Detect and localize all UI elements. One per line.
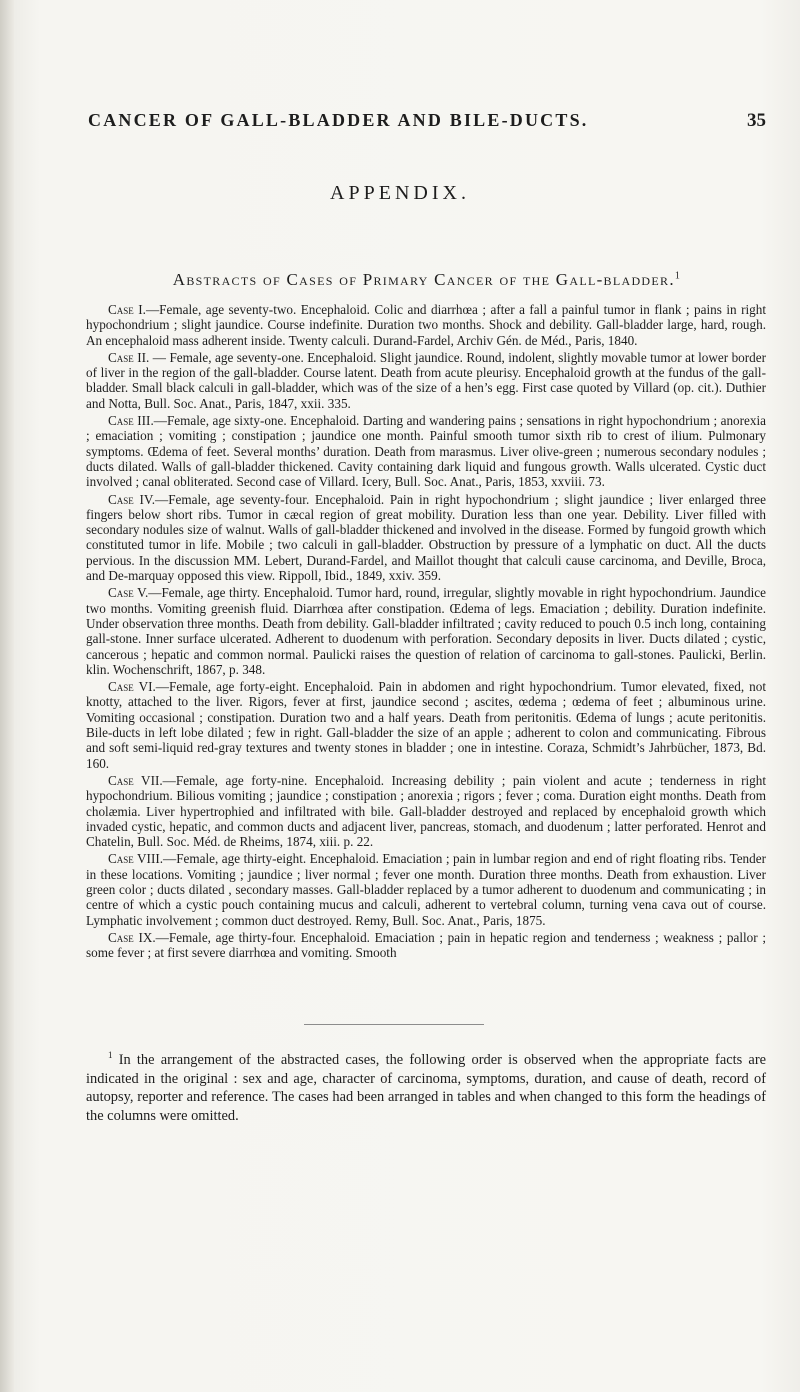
case-label: Case II.	[108, 349, 150, 365]
case-entry	[86, 851, 766, 927]
case-text: —Female, age forty-eight. Encephaloid. Pain in abdomen and right hypochondrium. Tumor elevated, fixed, not knotty, attached to the liver. Rigors, fever at first, jaundice second ; ascites, œdema ; œdema of feet ; albuminous urine. Vomiting occasional ; constipation. Duration two and a half years. Death from peritonitis. Œdema of lungs ; acute peritonitis. Bile-ducts in left lobe dilated ; few in right. Gall-bladder the size of an apple ; adherent to colon and communicating. Fibrous and soft semi-liquid red-gray textures and twenty stones in bladder ; one in intestine. Coraza, Schmidt’s Jahrbücher, 1873, Bd. 160.	[86, 679, 766, 771]
footnote-mark: 1	[108, 1050, 113, 1061]
footnote-divider	[304, 1024, 484, 1025]
appendix-title: APPENDIX.	[330, 182, 470, 204]
case-entry	[86, 585, 766, 677]
running-title: CANCER OF GALL-BLADDER AND BILE-DUCTS.	[88, 110, 589, 130]
case-text: —Female, age thirty-eight. Encephaloid. Emaciation ; pain in lumbar region and end of right floating ribs. Tender in these locations. Vomiting ; jaundice ; liver normal ; fever one month. Duration three months. Death from exhaustion. Liver green color ; ducts dilated , secondary masses. Gall-bladder replaced by a tumor adherent to duodenum and communicating ; in centre of which a cystic pouch containing mucus and calculi, adherent to vertebral column, turning vena cava out of course. Lymphatic involvement ; common duct destroyed. Remy, Bull. Soc. Anat., Paris, 1875.	[86, 851, 766, 928]
case-text: —Female, age thirty-four. Encephaloid. Emaciation ; pain in hepatic region and tenderness ; weakness ; pallor ; some fever ; at first severe diarrhœa and vomiting. Smooth	[86, 929, 766, 961]
case-label: Case V.	[108, 585, 149, 601]
case-entry	[86, 773, 766, 849]
case-label: Case IX.	[108, 929, 156, 945]
footnote-text: In the arrangement of the abstracted cases, the following order is observed when the appropriate facts are indicated in the original : sex and age, character of carcinoma, symptoms, duration, and cause of death, record of autopsy, reporter and reference. The cases had been arranged in tables and when changed to this form the headings of the columns were omitted.	[86, 1052, 766, 1124]
section-title-text: Abstracts of Cases of Primary Cancer of the Gall-bladder.	[172, 270, 675, 289]
case-text: —Female, age forty-nine. Encephaloid. Increasing debility ; pain violent and acute ; tenderness in right hypochondrium. Bilious vomiting ; jaundice ; constipation ; anorexia ; rigors ; fever ; coma. Duration eight months. Death from cholæmia. Liver hypertrophied and infiltrated with bile. Gall-bladder destroyed and replaced by encephaloid growth which invaded cystic, hepatic, and common ducts and adjacent liver, pancreas, stomach, and duodenum ; latter perforated. Henrot and Chatelin, Bull. Soc. Méd. de Rheims, 1874, xiii. p. 22.	[86, 772, 767, 850]
case-text: —Female, age thirty. Encephaloid. Tumor hard, round, irregular, slightly movable in right hypochondrium. Jaundice two months. Vomiting greenish fluid. Diarrhœa after constipation. Œdema of legs. Emaciation ; debility. Duration indefinite. Under observation three months. Death from debility. Gall-bladder infiltrated ; cavity reduced to pouch 0.5 inch long, containing gall-stone. Inner surface ulcerated. Adherent to duodenum with perforation. Secondary deposits in liver. Ducts dilated ; cystic, cancerous ; hepatic and common normal. Paulicki raises the question of relation of carcinoma to gall-stones. Paulicki, Berlin. klin. Wochenschrift, 1867, p. 348.	[86, 585, 766, 677]
case-text: —Female, age seventy-two. Encephaloid. Colic and diarrhœa ; after a fall a painful tumor in flank ; pains in right hypochondrium ; slight jaundice. Course indefinite. Duration two months. Shock and debility. Gall-bladder large, hard, rough. An encephaloid mass adherent inside. Twenty calculi. Durand-Fardel, Archiv Gén. de Méd., Paris, 1840.	[86, 302, 766, 348]
case-entry	[86, 492, 766, 584]
case-entry	[86, 413, 766, 489]
case-entry	[86, 302, 766, 348]
case-label: Case VI.	[108, 679, 156, 695]
case-label: Case I.	[108, 302, 146, 317]
footnote	[86, 1046, 766, 1125]
section-title	[82, 270, 772, 290]
case-label: Case VIII.	[108, 851, 164, 867]
case-text: —Female, age sixty-one. Encephaloid. Darting and wandering pains ; sensations in right hypochondrium ; anorexia ; emaciation ; vomiting ; constipation ; jaundice one month. Painful smooth tumor sixth rib to crest of ilium. Pulmonary symptoms. Œdema of feet. Several months’ duration. Death from marasmus. Liver olive-green ; numerous secondary nodules ; ducts dilated. Walls of gall-bladder thickened. Cavity containing dark liquid and fungous growth. Walls ulcerated. Cystic duct involved ; canal obliterated. Second case of Villard. Icery, Bull. Soc. Anat., Paris, 1853, xxviii. 73.	[86, 413, 766, 490]
case-entry	[86, 930, 766, 961]
page-number: 35	[747, 110, 766, 131]
running-head	[88, 110, 766, 132]
case-label: Case III.	[108, 413, 154, 429]
case-label: Case VII.	[108, 772, 163, 788]
case-list	[86, 302, 766, 962]
footnote-reference: 1	[674, 270, 682, 282]
case-entry	[86, 679, 766, 771]
page-binding-edge	[0, 0, 14, 1392]
case-text: —Female, age seventy-four. Encephaloid. Pain in right hypochondrium ; slight jaundice ; liver enlarged three fingers below short ribs. Tumor in cæcal region of great mobility. Duration less than one year. Debility. Liver filled with secondary nodules size of walnut. Walls of gall-bladder thickened and involved in the disease. Formed by fungoid growth which constituted tumor in life. Mobile ; two calculi in gall-bladder. Obstruction by pressure of a lymphatic on duct. All the ducts pervious. In the discussion MM. Lebert, Durand-Fardel, and Maillot thought that calculi cause carcinoma, and Deville, Broca, and De-marquay opposed this view. Rippoll, Ibid., 1849, xxiv. 359.	[86, 491, 766, 584]
case-entry	[86, 350, 766, 411]
case-label: Case IV.	[108, 491, 156, 507]
case-text: — Female, age seventy-one. Encephaloid. Slight jaundice. Round, indolent, slightly movable tumor at lower border of liver in the region of the gall-bladder. Course latent. Death from acute pleurisy. Encephaloid growth at the fundus of the gall-bladder. Small black calculi in gall-bladder, which was of the size of a hen’s egg. First case quoted by Villard (op. cit.). Duthier and Notta, Bull. Soc. Anat., Paris, 1847, xxii. 335.	[86, 349, 766, 411]
